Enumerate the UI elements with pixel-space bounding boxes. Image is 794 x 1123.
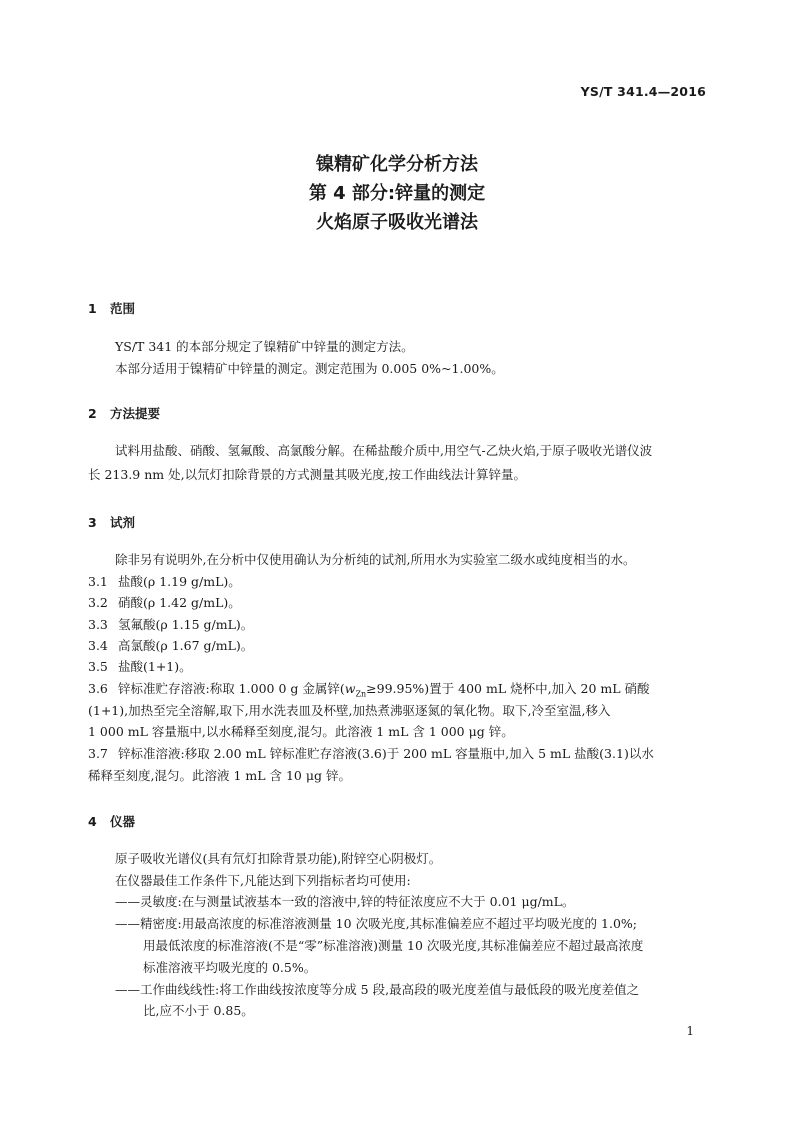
section-number: 4	[88, 814, 97, 829]
item-text: 盐酸(1+1)。	[118, 659, 192, 674]
reagent-item-3-2	[88, 595, 241, 611]
item-text: 硝酸(ρ 1.42 g/mL)。	[118, 595, 241, 610]
reagent-item-3-6-line-2: (1+1),加热至完全溶解,取下,用水洗表皿及杯壁,加热煮沸驱逐氮的氧化物。取下,冷至室温,移入	[88, 703, 611, 718]
section-1-paragraph-1: YS/T 341 的本部分规定了镍精矿中锌量的测定方法。	[115, 339, 414, 354]
reagent-item-3-1	[88, 574, 241, 590]
section-2-paragraph-line-2: 长 213.9 nm 处,以氘灯扣除背景的方式测量其吸光度,按工作曲线法计算锌量。	[88, 467, 527, 482]
standard-code: YS/T 341.4—2016	[580, 84, 706, 99]
section-2-paragraph-line-1: 试料用盐酸、硝酸、氢氟酸、高氯酸分解。在稀盐酸介质中,用空气-乙炔火焰,于原子吸收光谱仪波	[115, 443, 653, 458]
section-title: 仪器	[110, 814, 136, 829]
section-title: 范围	[110, 301, 136, 316]
item-text: 盐酸(ρ 1.19 g/mL)。	[118, 574, 241, 589]
section-4-paragraph-1: 原子吸收光谱仪(具有氘灯扣除背景功能),附锌空心阴极灯。	[115, 851, 442, 866]
title-line-2: 第 4 部分:锌量的测定	[308, 183, 486, 204]
title-line-3: 火焰原子吸收光谱法	[316, 212, 478, 233]
item-number: 3.4	[88, 638, 108, 653]
reagent-item-3-3	[88, 617, 253, 633]
instrument-criterion-precision-line-2: 用最低浓度的标准溶液(不是“零”标准溶液)测量 10 次吸光度,其标准偏差应不超过最高浓度	[143, 938, 644, 953]
reagent-item-3-7	[88, 746, 654, 762]
reagent-item-3-6	[88, 681, 650, 703]
section-4-heading	[88, 812, 135, 830]
item-text: ≥99.95%)置于 400 mL 烧杯中,加入 20 mL 硝酸	[366, 681, 650, 696]
section-title: 试剂	[110, 515, 136, 530]
section-number: 1	[88, 301, 97, 316]
reagent-item-3-7-line-2: 稀释至刻度,混匀。此溶液 1 mL 含 10 μg 锌。	[88, 768, 351, 783]
instrument-criterion-precision-line-3: 标准溶液平均吸光度的 0.5%。	[143, 960, 317, 975]
section-3-intro: 除非另有说明外,在分析中仅使用确认为分析纯的试剂,所用水为实验室二级水或纯度相当的水。	[115, 552, 636, 567]
item-text: 锌标准贮存溶液:称取 1.000 0 g 金属锌(	[118, 681, 345, 696]
reagent-item-3-5	[88, 659, 192, 675]
item-text: 氢氟酸(ρ 1.15 g/mL)。	[118, 617, 254, 632]
section-1-paragraph-2: 本部分适用于镍精矿中锌量的测定。测定范围为 0.005 0%~1.00%。	[115, 361, 504, 376]
section-number: 3	[88, 515, 97, 530]
item-text: 锌标准溶液:移取 2.00 mL 锌标准贮存溶液(3.6)于 200 mL 容量瓶中,加入 5 mL 盐酸(3.1)以水	[118, 746, 654, 761]
section-number: 2	[88, 406, 97, 421]
section-title: 方法提要	[110, 406, 161, 421]
reagent-item-3-6-line-3: 1 000 mL 容量瓶中,以水稀释至刻度,混匀。此溶液 1 mL 含 1 000 μg 锌。	[88, 724, 514, 739]
mass-fraction-subscript: Zn	[355, 689, 367, 699]
reagent-item-3-4	[88, 638, 253, 654]
section-4-paragraph-2: 在仪器最佳工作条件下,凡能达到下列指标者均可使用:	[115, 873, 411, 888]
mass-fraction-symbol: w	[344, 681, 356, 696]
document-title	[0, 150, 794, 237]
item-text: 高氯酸(ρ 1.67 g/mL)。	[118, 638, 254, 653]
item-number: 3.3	[88, 617, 108, 632]
instrument-criterion-linearity-line-2: 比,应不小于 0.85。	[143, 1003, 254, 1018]
item-number: 3.1	[88, 574, 108, 589]
instrument-criterion-precision: ——精密度:用最高浓度的标准溶液测量 10 次吸光度,其标准偏差应不超过平均吸光度的 1.0%;	[115, 916, 637, 931]
title-line-1: 镍精矿化学分析方法	[316, 154, 478, 175]
section-1-heading	[88, 299, 135, 317]
item-number: 3.5	[88, 659, 108, 674]
section-3-heading	[88, 513, 135, 531]
instrument-criterion-linearity: ——工作曲线线性:将工作曲线按浓度等分成 5 段,最高段的吸光度差值与最低段的吸光度差值之	[115, 982, 640, 997]
page-number: 1	[686, 1024, 694, 1038]
instrument-criterion-sensitivity: ——灵敏度:在与测量试液基本一致的溶液中,锌的特征浓度应不大于 0.01 μg/mL。	[115, 894, 575, 909]
item-number: 3.7	[88, 746, 108, 761]
section-2-heading	[88, 404, 160, 422]
item-number: 3.2	[88, 595, 108, 610]
item-number: 3.6	[88, 681, 108, 696]
